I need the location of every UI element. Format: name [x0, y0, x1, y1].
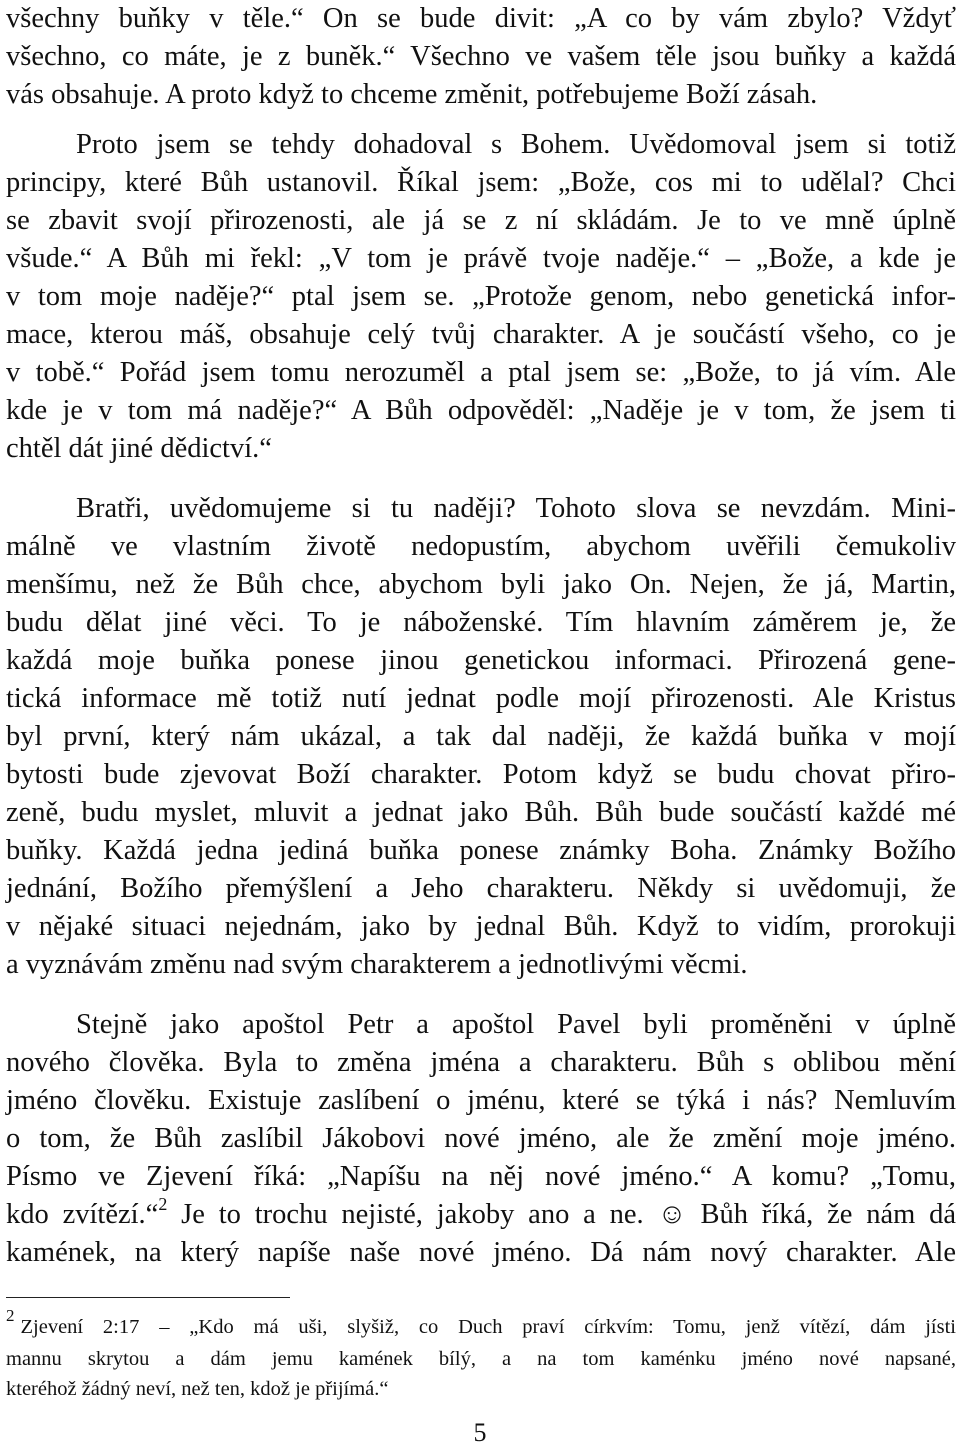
footnote-separator: [6, 1297, 290, 1298]
text-line: zeně, budu myslet, mluvit a jednat jako Bůh. Bůh bude součástí každé mé: [6, 797, 956, 828]
text-line: jméno člověku. Existuje zaslíbení o jménu, které se týká i nás? Nemluvím: [6, 1085, 956, 1116]
text-fragment: kdo zvítězí.“: [6, 1199, 159, 1230]
text-line: mace, kterou máš, obsahuje celý tvůj charakter. A je součástí všeho, co je: [6, 319, 956, 350]
text-line: Bratři, uvědomujeme si tu naději? Tohoto slova se nevzdám. Mini-: [76, 493, 956, 524]
text-line: nového člověka. Byla to změna jména a charakteru. Bůh s oblibou mění: [6, 1047, 956, 1078]
footnote-number: 2: [6, 1306, 15, 1325]
text-line: Stejně jako apoštol Petr a apoštol Pavel byli proměněni v úplně: [76, 1009, 956, 1040]
text-line: bytosti bude zjevovat Boží charakter. Potom když se budu chovat přiro-: [6, 759, 956, 790]
text-line: [6, 1196, 956, 1234]
footnote-reference[interactable]: 2: [158, 1194, 168, 1214]
text-line: o tom, že Bůh zaslíbil Jákobovi nové jméno, ale že změní moje jméno.: [6, 1123, 956, 1154]
text-line: byl první, který nám ukázal, a tak dal naději, že každá buňka v mojí: [6, 721, 956, 752]
text-line: každá moje buňka ponese jinou genetickou informaci. Přirozená gene-: [6, 645, 956, 676]
text-line: buňky. Každá jedna jediná buňka ponese známky Boha. Známky Božího: [6, 835, 956, 866]
text-fragment: Je to trochu nejisté, jakoby ano a ne. ☺ Bůh říká, že nám dá: [181, 1199, 957, 1230]
text-line: Písmo ve Zjevení říká: „Napíšu na něj nové jméno.“ A komu? „Tomu,: [6, 1161, 956, 1192]
text-line: málně ve vlastním životě nedopustím, abychom uvěřili čemukoliv: [6, 531, 956, 562]
text-line: se zbavit svojí přirozenosti, ale já se z ní skládám. Je to ve mně úplně: [6, 205, 956, 236]
footnote-line: [6, 1306, 956, 1341]
text-line: vás obsahuje. A proto když to chceme změnit, potřebujeme Boží zásah.: [6, 79, 818, 110]
text-line: kde je v tom má naděje?“ A Bůh odpověděl: „Naděje je v tom, že jsem ti: [6, 395, 956, 426]
footnote-text: Zjevení 2:17 – „Kdo má uši, slyšiž, co Duch praví církvím: Tomu, jenž vítězí, dám jísti: [20, 1316, 956, 1338]
text-line: kamének, na který napíše naše nové jméno. Dá nám nový charakter. Ale: [6, 1237, 956, 1268]
footnote-line: mannu skrytou a dám jemu kamének bílý, a na tom kaménku jméno nové napsané,: [6, 1348, 956, 1370]
text-line: všechno, co máte, je z buněk.“ Všechno ve vašem těle jsou buňky a každá: [6, 41, 956, 72]
text-line: všechny buňky v těle.“ On se bude divit: „A co by vám zbylo? Vždyť: [6, 3, 956, 34]
text-line: Proto jsem se tehdy dohadoval s Bohem. Uvědomoval jsem si totiž: [76, 129, 956, 160]
text-line: v tobě.“ Pořád jsem tomu nerozuměl a ptal jsem se: „Bože, to já vím. Ale: [6, 357, 956, 388]
page-number: 5: [473, 1418, 487, 1447]
text-line: v tom moje naděje?“ ptal jsem se. „Protože genom, nebo genetická infor-: [6, 281, 956, 312]
text-line: a vyznávám změnu nad svým charakterem a jednotlivými věcmi.: [6, 949, 748, 980]
text-line: všude.“ A Bůh mi řekl: „V tom je právě tvoje naděje.“ – „Bože, a kde je: [6, 243, 956, 274]
text-line: jednání, Božího přemýšlení a Jeho charakteru. Někdy si uvědomuji, že: [6, 873, 956, 904]
text-line: principy, které Bůh ustanovil. Říkal jsem: „Bože, cos mi to udělal? Chci: [6, 167, 956, 198]
text-line: budu dělat jiné věci. To je náboženské. Tím hlavním záměrem je, že: [6, 607, 956, 638]
text-line: tická informace mě totiž nutí jednat podle mojí přirozenosti. Ale Kristus: [6, 683, 956, 714]
text-line: v nějaké situaci nejednám, jako by jednal Bůh. Když to vidím, prorokuji: [6, 911, 956, 942]
text-line: chtěl dát jiné dědictví.“: [6, 433, 272, 464]
text-line: menšímu, než že Bůh chce, abychom byli jako On. Nejen, že já, Martin,: [6, 569, 956, 600]
footnote-line: kteréhož žádný neví, než ten, kdož je přijímá.“: [6, 1378, 389, 1400]
